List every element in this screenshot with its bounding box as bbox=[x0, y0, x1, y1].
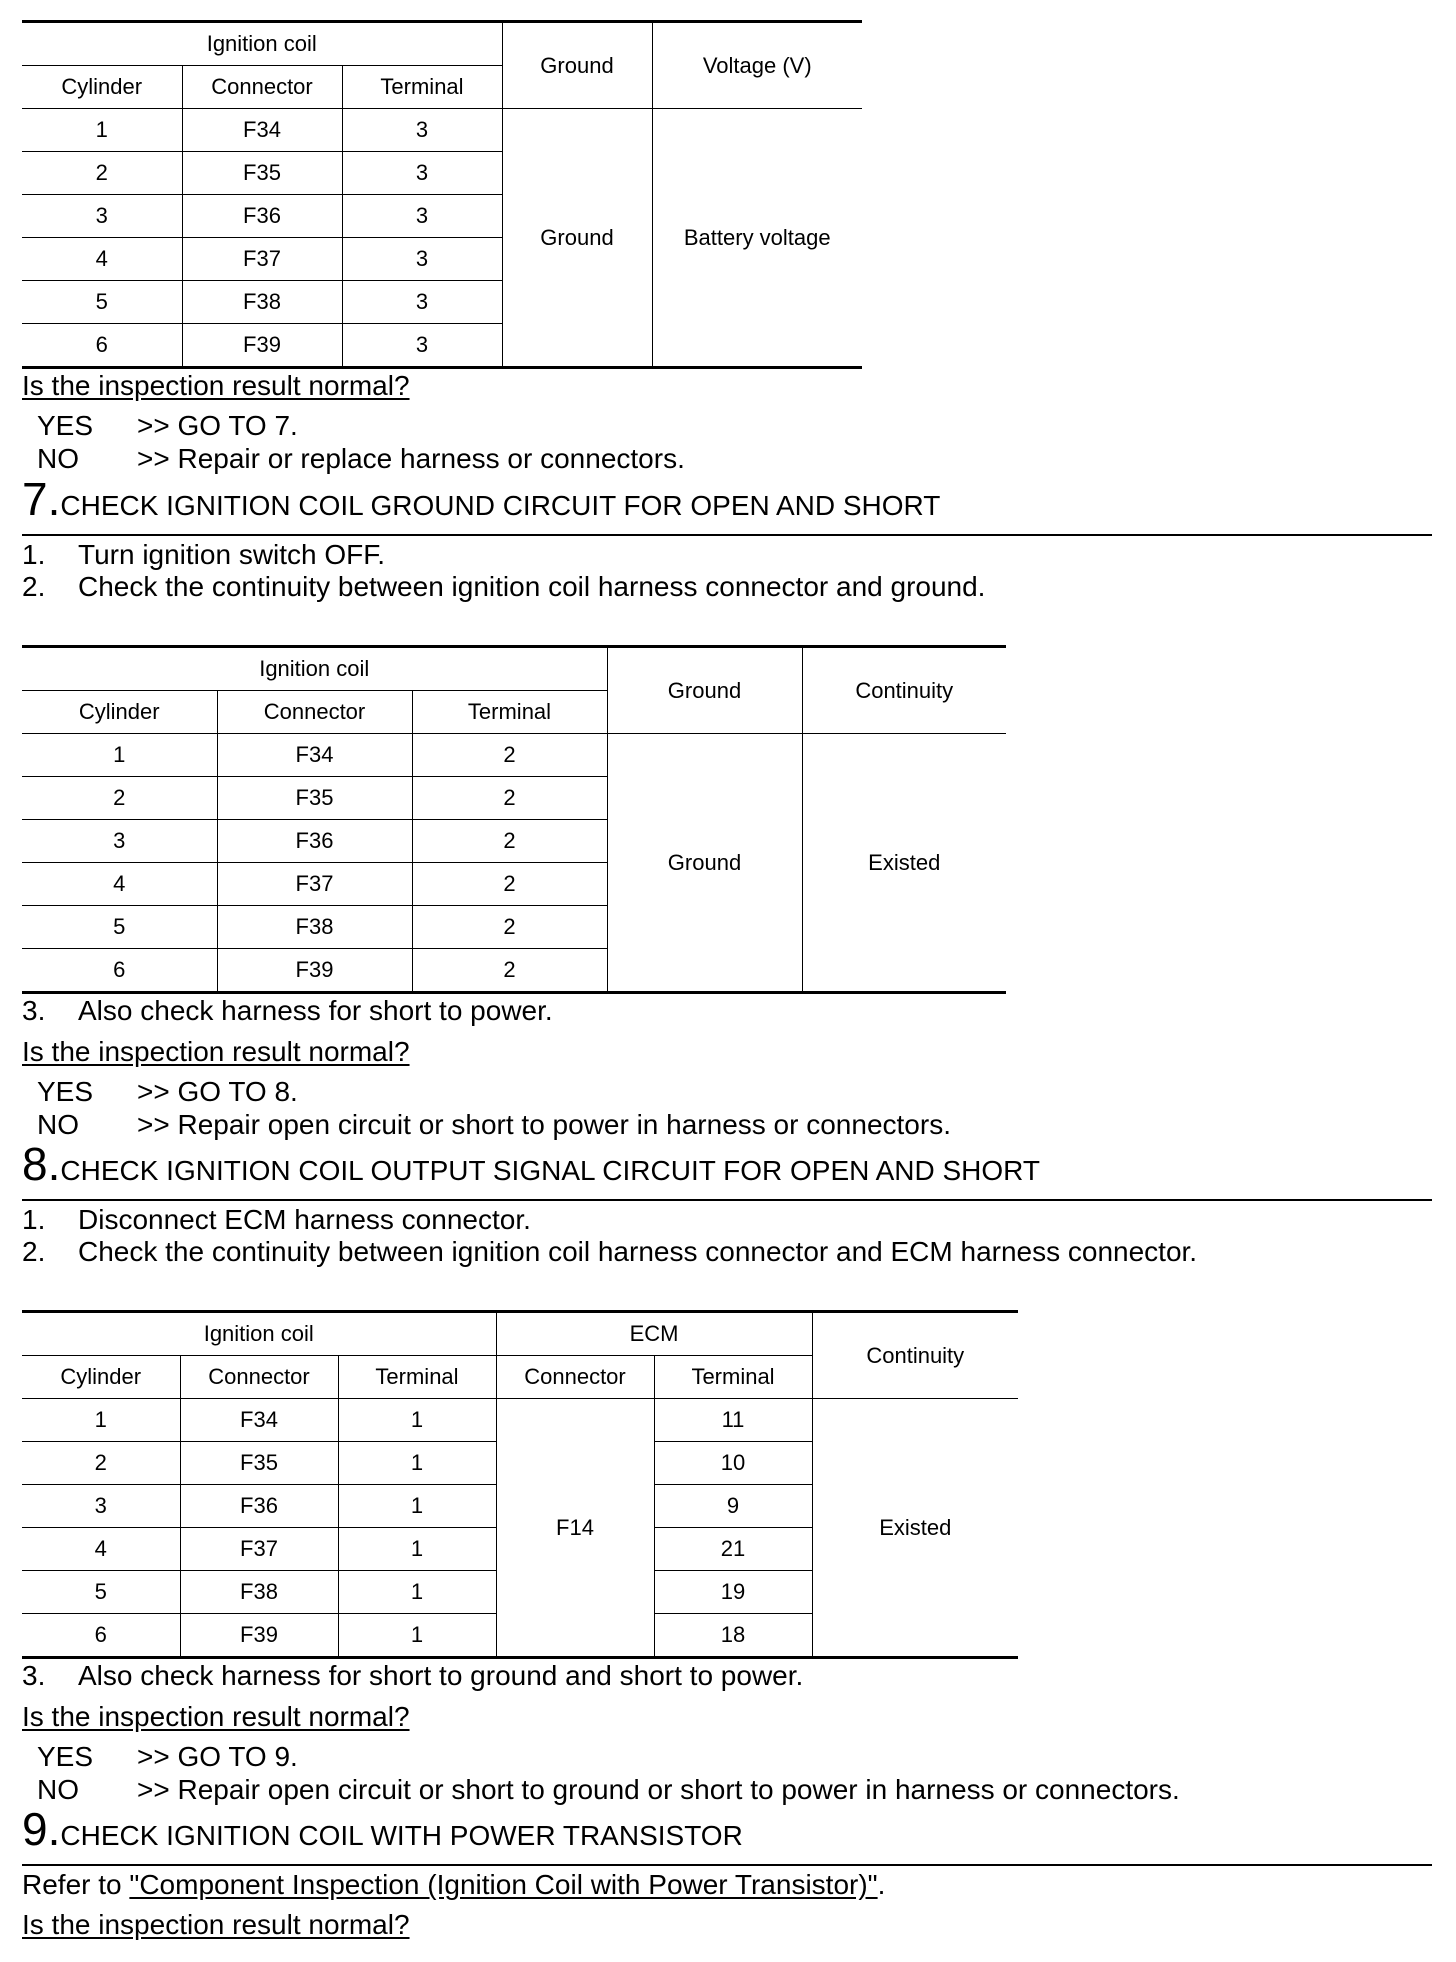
question-text: Is the inspection result normal? bbox=[22, 1036, 410, 1067]
cell-connector: F34 bbox=[180, 1399, 338, 1442]
list-item-number: 1. bbox=[22, 1204, 46, 1235]
header-cylinder: Cylinder bbox=[22, 66, 182, 109]
cell-cylinder: 1 bbox=[22, 1399, 180, 1442]
cell-connector: F35 bbox=[182, 152, 342, 195]
list-item-number: 1. bbox=[22, 539, 46, 570]
cell-connector: F39 bbox=[182, 324, 342, 368]
cell-connector: F37 bbox=[180, 1528, 338, 1571]
cell-terminal: 3 bbox=[342, 324, 502, 368]
cell-terminal: 1 bbox=[338, 1528, 496, 1571]
cell-connector: F35 bbox=[217, 777, 412, 820]
component-inspection-link[interactable]: "Component Inspection (Ignition Coil with Power Transistor)" bbox=[129, 1869, 878, 1900]
cell-cylinder: 5 bbox=[22, 1571, 180, 1614]
header-ignition-coil: Ignition coil bbox=[22, 647, 607, 691]
cell-ecm-terminal: 10 bbox=[654, 1442, 812, 1485]
header-connector: Connector bbox=[180, 1356, 338, 1399]
cell-connector: F34 bbox=[217, 734, 412, 777]
cell-connector: F36 bbox=[217, 820, 412, 863]
cell-connector: F39 bbox=[180, 1614, 338, 1658]
cell-terminal: 3 bbox=[342, 152, 502, 195]
step-8-heading bbox=[22, 1137, 1040, 1191]
reference-line bbox=[22, 1869, 885, 1901]
cell-continuity: Existed bbox=[812, 1399, 1018, 1658]
step-title: CHECK IGNITION COIL WITH POWER TRANSISTOR bbox=[60, 1820, 743, 1851]
header-ecm-connector: Connector bbox=[496, 1356, 654, 1399]
cell-terminal: 1 bbox=[338, 1614, 496, 1658]
cell-ecm-terminal: 9 bbox=[654, 1485, 812, 1528]
list-item-text: Also check harness for short to power. bbox=[78, 995, 553, 1026]
answer-yes-label: YES bbox=[37, 1741, 94, 1772]
section-divider bbox=[22, 1199, 1432, 1201]
cell-cylinder: 1 bbox=[22, 109, 182, 152]
table-row bbox=[22, 109, 862, 152]
cell-connector: F38 bbox=[217, 906, 412, 949]
cell-cylinder: 5 bbox=[22, 281, 182, 324]
cell-voltage: Battery voltage bbox=[652, 109, 862, 368]
answer-no-text: >> Repair open circuit or short to power in harness or connectors. bbox=[137, 1109, 951, 1140]
cell-cylinder: 5 bbox=[22, 906, 217, 949]
cell-cylinder: 6 bbox=[22, 1614, 180, 1658]
cell-connector: F37 bbox=[217, 863, 412, 906]
cell-ecm-terminal: 21 bbox=[654, 1528, 812, 1571]
header-ignition-coil: Ignition coil bbox=[22, 22, 502, 66]
list-item-text: Check the continuity between ignition coil harness connector and ground. bbox=[78, 571, 986, 602]
cell-connector: F39 bbox=[217, 949, 412, 993]
section-divider bbox=[22, 534, 1432, 536]
cell-terminal: 3 bbox=[342, 238, 502, 281]
header-continuity: Continuity bbox=[802, 647, 1006, 734]
cell-cylinder: 3 bbox=[22, 820, 217, 863]
list-item bbox=[22, 1660, 803, 1692]
reference-prefix: Refer to bbox=[22, 1869, 130, 1900]
table-row bbox=[22, 734, 1006, 777]
cell-cylinder: 4 bbox=[22, 238, 182, 281]
answer-yes bbox=[22, 1741, 298, 1773]
list-item-text: Also check harness for short to ground and short to power. bbox=[78, 1660, 804, 1691]
list-item bbox=[22, 571, 985, 603]
cell-terminal: 1 bbox=[338, 1571, 496, 1614]
answer-yes-text: >> GO TO 9. bbox=[137, 1741, 298, 1772]
question-text: Is the inspection result normal? bbox=[22, 1909, 410, 1940]
cell-cylinder: 6 bbox=[22, 324, 182, 368]
answer-no-label: NO bbox=[37, 1109, 79, 1140]
list-item bbox=[22, 995, 553, 1027]
cell-ecm-terminal: 19 bbox=[654, 1571, 812, 1614]
answer-no-text: >> Repair open circuit or short to ground or short to power in harness or connectors. bbox=[137, 1774, 1180, 1805]
cell-ecm-terminal: 18 bbox=[654, 1614, 812, 1658]
header-ignition-coil: Ignition coil bbox=[22, 1312, 496, 1356]
answer-no-text: >> Repair or replace harness or connectors. bbox=[137, 443, 685, 474]
cell-cylinder: 4 bbox=[22, 1528, 180, 1571]
cell-terminal: 2 bbox=[412, 734, 607, 777]
cell-connector: F38 bbox=[180, 1571, 338, 1614]
answer-yes-label: YES bbox=[37, 410, 94, 441]
answer-yes bbox=[22, 410, 298, 442]
list-item-number: 3. bbox=[22, 1660, 46, 1691]
cell-terminal: 2 bbox=[412, 777, 607, 820]
cell-terminal: 1 bbox=[338, 1442, 496, 1485]
header-continuity: Continuity bbox=[812, 1312, 1018, 1399]
step-number: 9. bbox=[22, 1803, 61, 1855]
cell-cylinder: 2 bbox=[22, 1442, 180, 1485]
list-item bbox=[22, 539, 385, 571]
cell-cylinder: 2 bbox=[22, 152, 182, 195]
answer-no-label: NO bbox=[37, 443, 79, 474]
cell-connector: F35 bbox=[180, 1442, 338, 1485]
answer-yes-text: >> GO TO 7. bbox=[137, 410, 298, 441]
cell-terminal: 3 bbox=[342, 109, 502, 152]
list-item-number: 3. bbox=[22, 995, 46, 1026]
question-text: Is the inspection result normal? bbox=[22, 370, 410, 401]
list-item bbox=[22, 1204, 531, 1236]
cell-terminal: 2 bbox=[412, 820, 607, 863]
table-ignition-coil-ecm-continuity bbox=[22, 1310, 1018, 1659]
step-title: CHECK IGNITION COIL OUTPUT SIGNAL CIRCUIT FOR OPEN AND SHORT bbox=[60, 1155, 1040, 1186]
table-ignition-coil-ground-continuity bbox=[22, 645, 1006, 994]
cell-ecm-connector: F14 bbox=[496, 1399, 654, 1658]
cell-terminal: 3 bbox=[342, 195, 502, 238]
header-cylinder: Cylinder bbox=[22, 691, 217, 734]
cell-connector: F34 bbox=[182, 109, 342, 152]
header-voltage: Voltage (V) bbox=[652, 22, 862, 109]
list-item-text: Check the continuity between ignition coil harness connector and ECM harness connector. bbox=[78, 1236, 1198, 1267]
step-title: CHECK IGNITION COIL GROUND CIRCUIT FOR OPEN AND SHORT bbox=[60, 490, 941, 521]
cell-terminal: 2 bbox=[412, 863, 607, 906]
step-9-heading bbox=[22, 1802, 743, 1856]
cell-ecm-terminal: 11 bbox=[654, 1399, 812, 1442]
cell-cylinder: 2 bbox=[22, 777, 217, 820]
step-number: 8. bbox=[22, 1138, 61, 1190]
cell-connector: F38 bbox=[182, 281, 342, 324]
cell-ground: Ground bbox=[502, 109, 652, 368]
cell-cylinder: 4 bbox=[22, 863, 217, 906]
reference-suffix: . bbox=[877, 1869, 886, 1900]
answer-yes bbox=[22, 1076, 298, 1108]
question-text: Is the inspection result normal? bbox=[22, 1701, 410, 1732]
header-ecm: ECM bbox=[496, 1312, 812, 1356]
step-number: 7. bbox=[22, 473, 61, 525]
header-terminal: Terminal bbox=[342, 66, 502, 109]
answer-no-label: NO bbox=[37, 1774, 79, 1805]
step-7-heading bbox=[22, 472, 940, 526]
answer-yes-label: YES bbox=[37, 1076, 94, 1107]
header-terminal: Terminal bbox=[412, 691, 607, 734]
header-terminal: Terminal bbox=[338, 1356, 496, 1399]
list-item-number: 2. bbox=[22, 571, 46, 602]
answer-no bbox=[22, 443, 685, 475]
cell-connector: F36 bbox=[182, 195, 342, 238]
header-ground: Ground bbox=[607, 647, 802, 734]
list-item bbox=[22, 1236, 1197, 1268]
section-divider bbox=[22, 1864, 1432, 1866]
header-connector: Connector bbox=[217, 691, 412, 734]
cell-ground: Ground bbox=[607, 734, 802, 993]
cell-connector: F37 bbox=[182, 238, 342, 281]
cell-cylinder: 6 bbox=[22, 949, 217, 993]
cell-continuity: Existed bbox=[802, 734, 1006, 993]
header-ecm-terminal: Terminal bbox=[654, 1356, 812, 1399]
list-item-number: 2. bbox=[22, 1236, 46, 1267]
answer-yes-text: >> GO TO 8. bbox=[137, 1076, 298, 1107]
table-row bbox=[22, 1399, 1018, 1442]
header-connector: Connector bbox=[182, 66, 342, 109]
list-item-text: Disconnect ECM harness connector. bbox=[78, 1204, 531, 1235]
cell-terminal: 1 bbox=[338, 1485, 496, 1528]
cell-terminal: 2 bbox=[412, 906, 607, 949]
cell-terminal: 1 bbox=[338, 1399, 496, 1442]
cell-connector: F36 bbox=[180, 1485, 338, 1528]
list-item-text: Turn ignition switch OFF. bbox=[78, 539, 386, 570]
cell-terminal: 3 bbox=[342, 281, 502, 324]
cell-terminal: 2 bbox=[412, 949, 607, 993]
cell-cylinder: 1 bbox=[22, 734, 217, 777]
cell-cylinder: 3 bbox=[22, 1485, 180, 1528]
header-cylinder: Cylinder bbox=[22, 1356, 180, 1399]
header-ground: Ground bbox=[502, 22, 652, 109]
table-ignition-coil-power-voltage bbox=[22, 20, 862, 369]
cell-cylinder: 3 bbox=[22, 195, 182, 238]
